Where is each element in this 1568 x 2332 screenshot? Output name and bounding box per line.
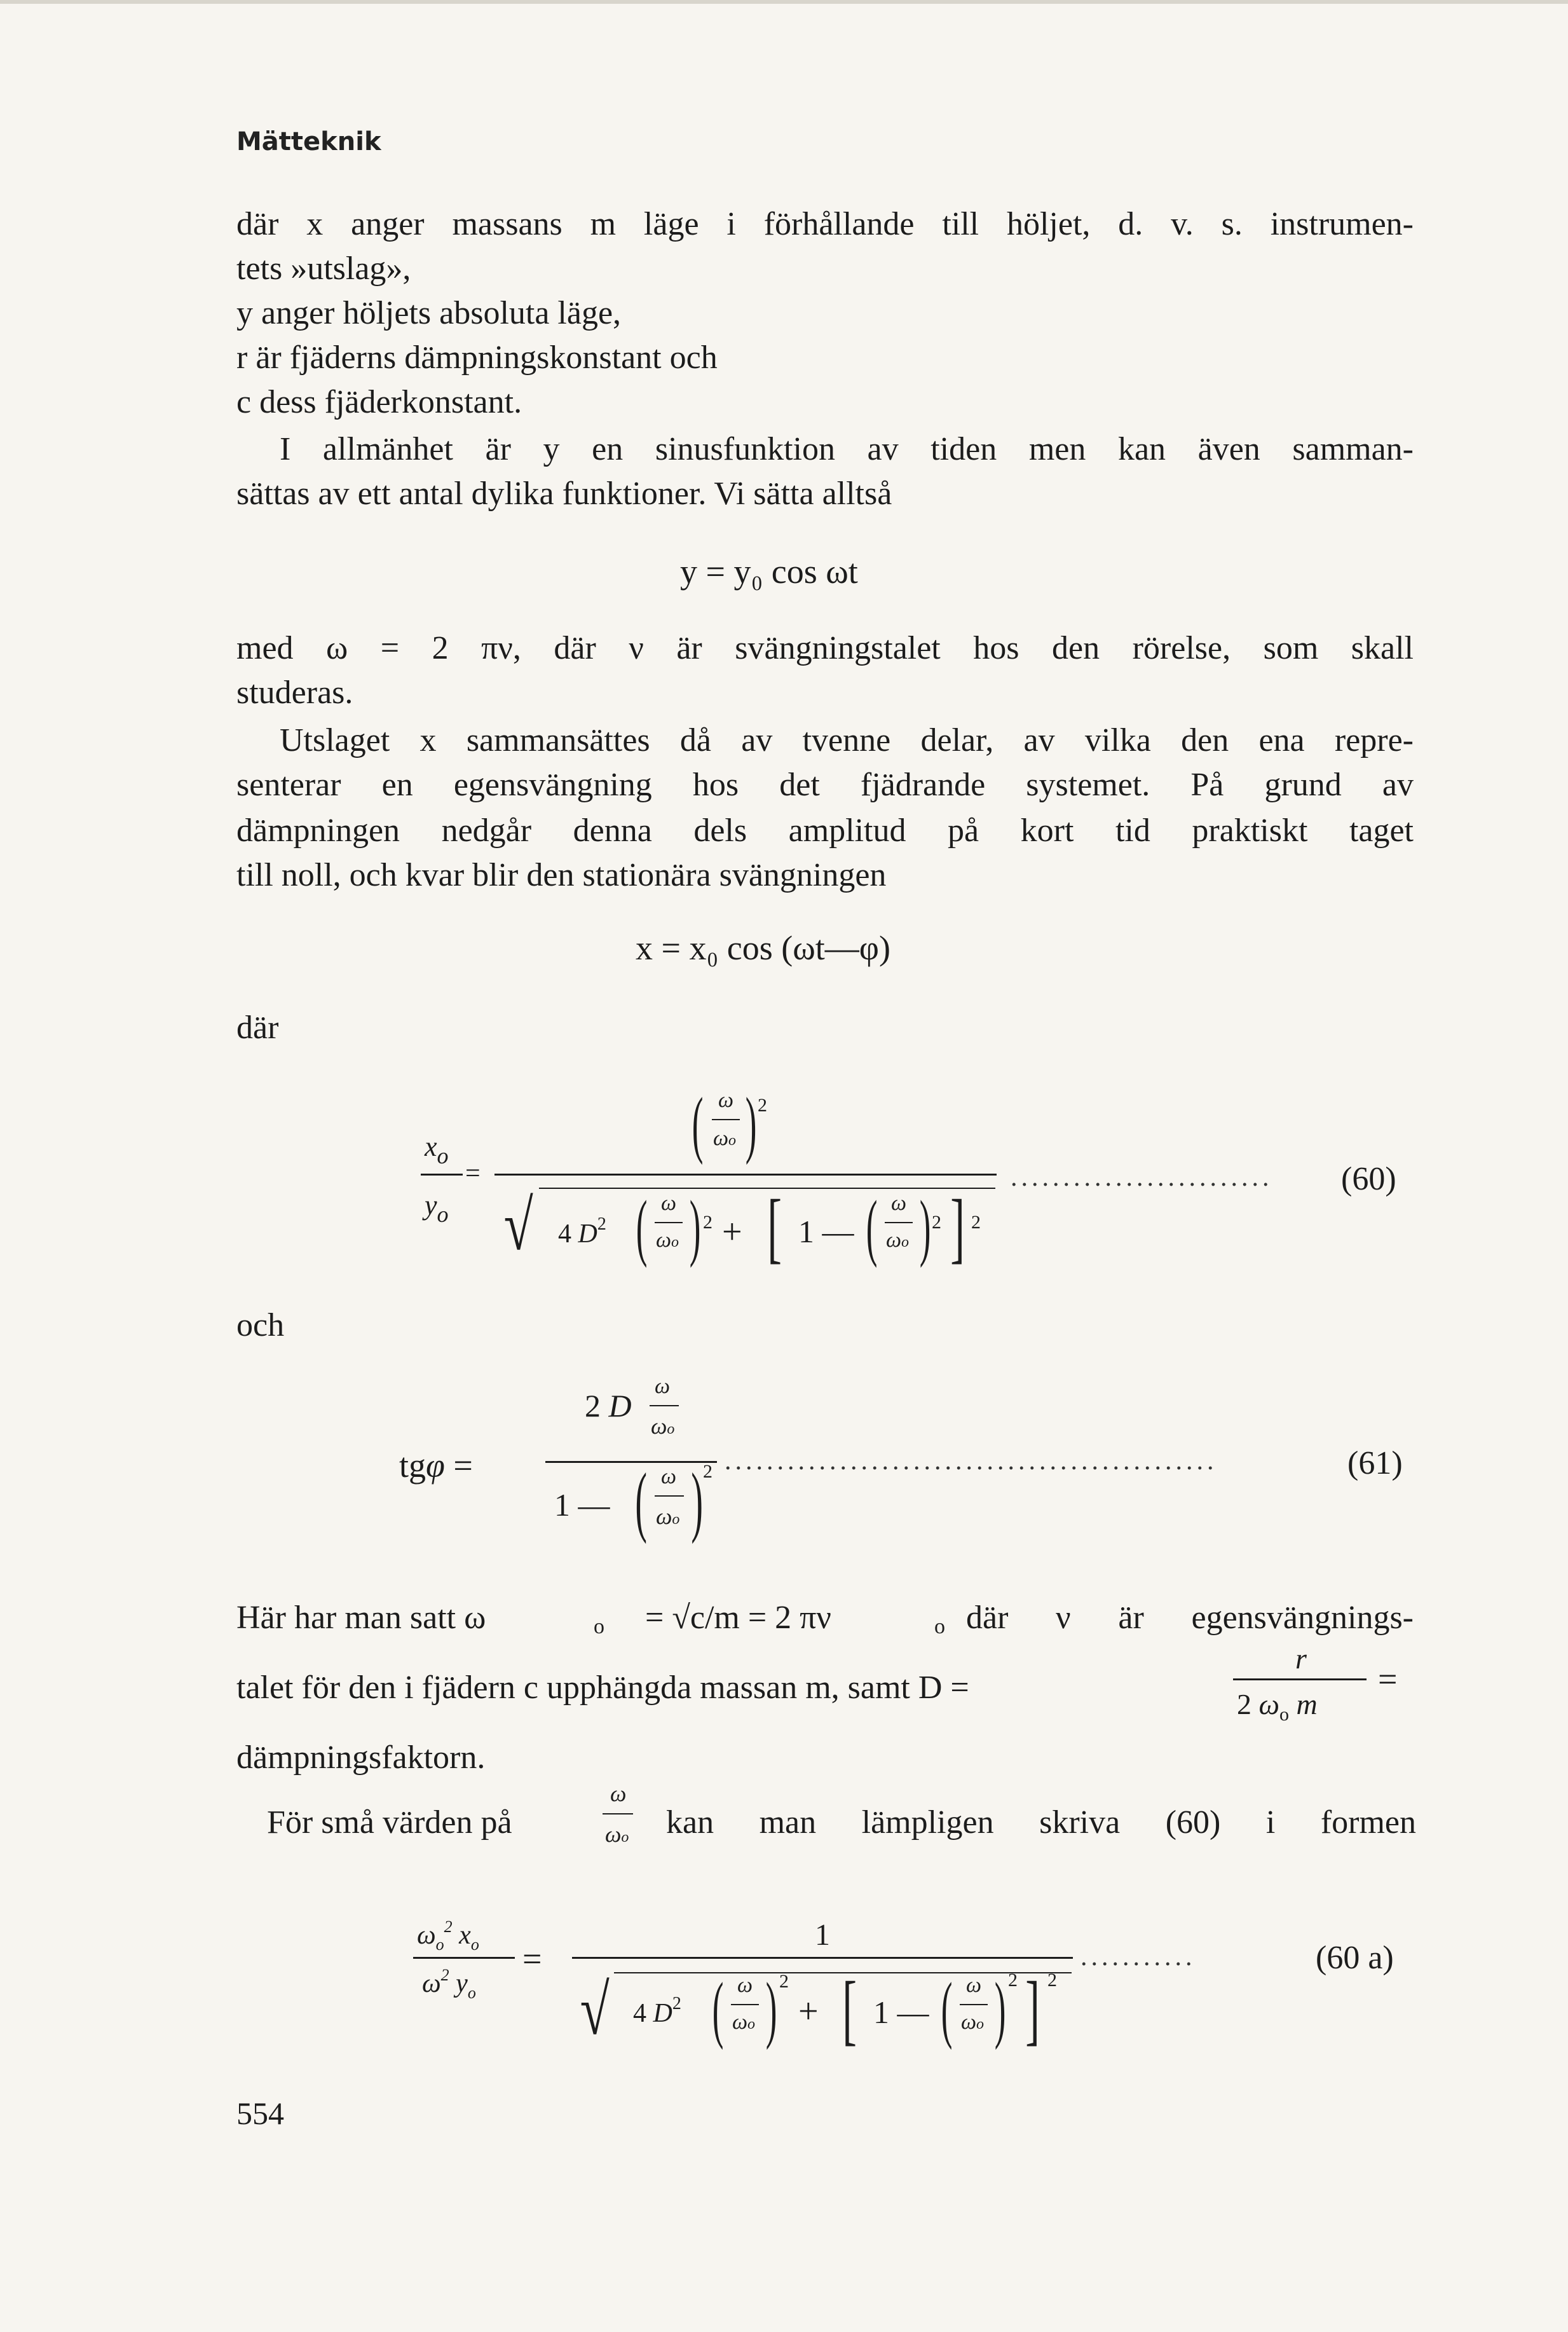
equation-60a-number: (60 a) (1316, 1940, 1394, 1976)
text-line-15: och (236, 1307, 285, 1343)
text-line-16c: där ν är egensvängnings- (966, 1600, 1414, 1636)
page-number: 554 (236, 2095, 284, 2131)
text-line-12: dämpningen nedgår denna dels amplitud på kort tid praktiskt taget (236, 813, 1414, 849)
equation-61-number: (61) (1347, 1445, 1403, 1481)
text-line-13: till noll, och kvar blir den stationära svängningen (236, 857, 887, 893)
text-line-5: c dess fjäderkonstant. (236, 384, 522, 420)
text-line-16a: Här har man satt ω (236, 1600, 486, 1636)
text-line-4: r är fjäderns dämpningskonstant och (236, 340, 718, 376)
text-line-17: talet för den i fjädern c upphängda massan m, samt D = (236, 1670, 969, 1706)
text-line-3: y anger höljets absoluta läge, (236, 295, 622, 331)
text-line-16b: = √c/m = 2 πν (645, 1600, 831, 1636)
text-line-19b: kan man lämpligen skriva (60) i formen (666, 1804, 1416, 1841)
running-header: Mätteknik (236, 127, 381, 156)
text-line-11: senterar en egensvängning hos det fjädrande systemet. På grund av (236, 767, 1414, 803)
text-line-18: dämpningsfaktorn. (236, 1739, 486, 1776)
omega-subscript: o (594, 1615, 604, 1638)
nu-subscript: o (934, 1615, 945, 1638)
text-line-9: studeras. (236, 675, 353, 711)
equation-y: y = y₀ cos ωt (680, 552, 858, 591)
text-line-10: Utslaget x sammansättes då av tvenne delar, av vilka den ena repre- (280, 722, 1414, 758)
equation-60-number: (60) (1341, 1161, 1396, 1197)
text-line-19a: För små värden på (267, 1804, 512, 1841)
equation-x: x = x₀ cos (ωt—φ) (636, 929, 890, 967)
text-line-7: sättas av ett antal dylika funktioner. Vi sätta alltså (236, 476, 892, 512)
text-line-8: med ω = 2 πν, där ν är svängningstalet hos den rörelse, som skall (236, 630, 1414, 666)
text-line-14: där (236, 1010, 279, 1046)
text-line-2: tets »utslag», (236, 250, 411, 287)
text-line-1: där x anger massans m läge i förhållande till höljet, d. v. s. instrumen- (236, 206, 1414, 242)
text-line-6: I allmänhet är y en sinusfunktion av tiden men kan även samman- (280, 431, 1414, 467)
page-edge (0, 0, 1568, 4)
